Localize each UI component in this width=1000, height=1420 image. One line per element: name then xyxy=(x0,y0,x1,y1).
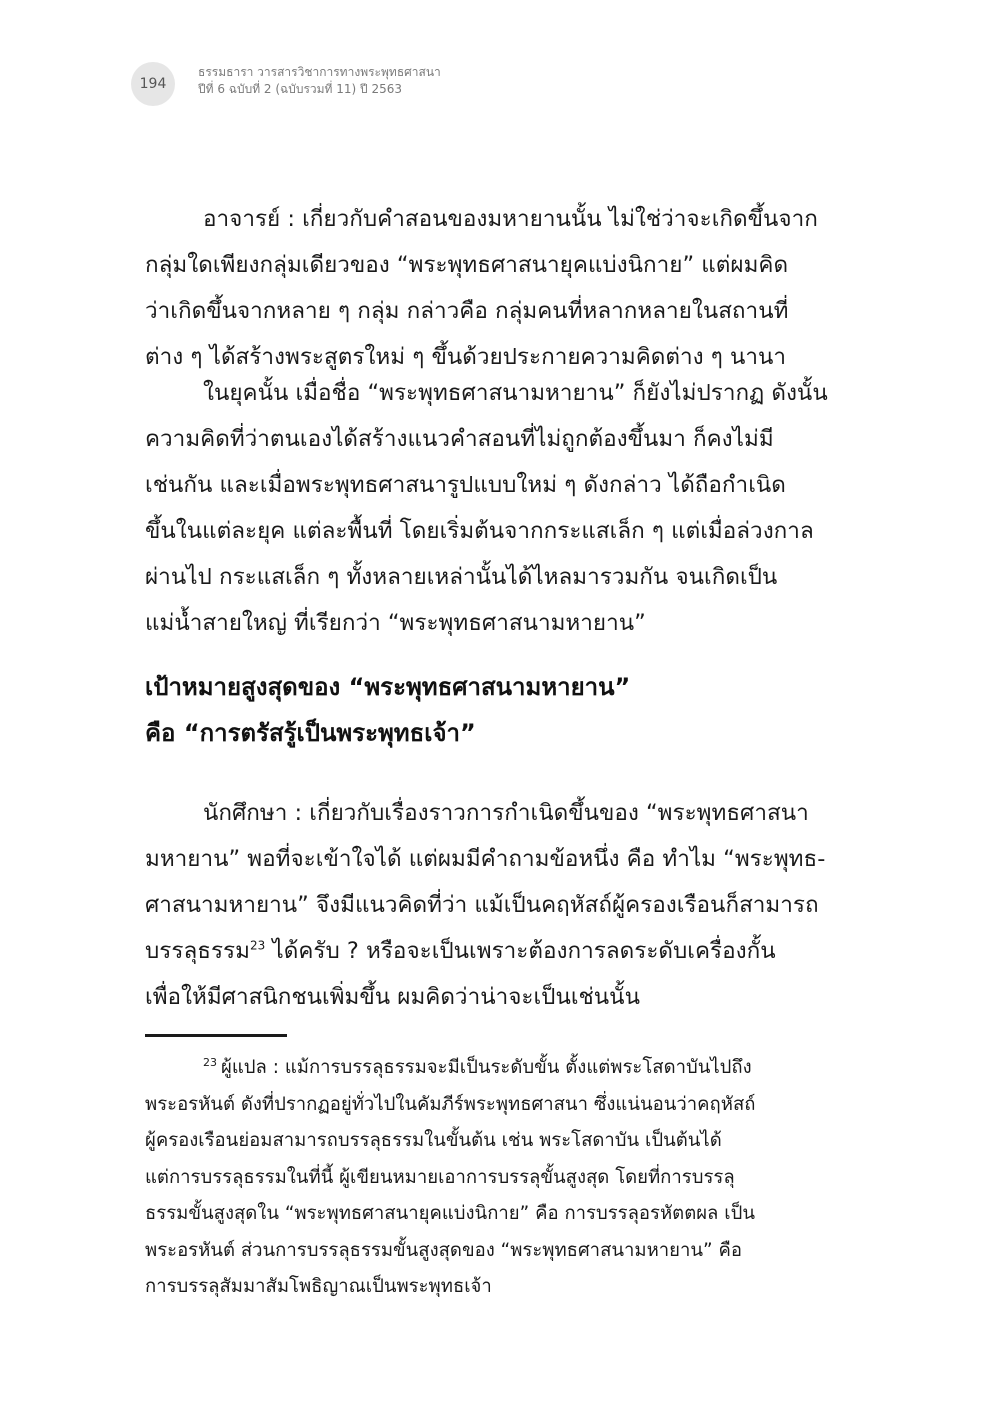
text-segment: บรรลุธรรม xyxy=(145,938,250,964)
footnote-line: แต่การบรรลุธรรมในที่นี้ ผู้เขียนหมายเอาการบรรลุขั้นสูงสุด โดยที่การบรรลุ xyxy=(145,1166,735,1188)
paragraph-line: ว่าเกิดขึ้นจากหลาย ๆ กลุ่ม กล่าวคือ กลุ่มคนที่หลากหลายในสถานที่ xyxy=(145,298,789,324)
page-number: 194 xyxy=(131,62,175,106)
footnote-number: 23 xyxy=(203,1055,217,1069)
text-segment: ได้ครับ ? หรือจะเป็นเพราะต้องการลดระดับเครื่องกั้น xyxy=(265,938,776,964)
paragraph-line: ต่าง ๆ ได้สร้างพระสูตรใหม่ ๆ ขึ้นด้วยประกายความคิดต่าง ๆ นานา xyxy=(145,344,787,370)
section-heading xyxy=(145,664,835,756)
heading-line: คือ “การตรัสรู้เป็นพระพุทธเจ้า” xyxy=(145,719,476,747)
paragraph-teacher-answer xyxy=(145,196,835,380)
paragraph-line: แม่น้ำสายใหญ่ ที่เรียกว่า “พระพุทธศาสนามหายาน” xyxy=(145,610,646,636)
footnote-text: ผู้แปล : แม้การบรรลุธรรมจะมีเป็นระดับขั้น ตั้งแต่พระโสดาบันไปถึง xyxy=(221,1057,752,1078)
paragraph-line: ผ่านไป กระแสเล็ก ๆ ทั้งหลายเหล่านั้นได้ไหลมารวมกัน จนเกิดเป็น xyxy=(145,564,778,590)
running-header xyxy=(198,64,441,98)
paragraph-line: เพื่อให้มีศาสนิกชนเพิ่มขึ้น ผมคิดว่าน่าจะเป็นเช่นนั้น xyxy=(145,984,640,1010)
footnote-line: ธรรมขั้นสูงสุดใน “พระพุทธศาสนายุคแบ่งนิกาย” คือ การบรรลุอรหัตตผล เป็น xyxy=(145,1203,755,1224)
paragraph-line: นักศึกษา : เกี่ยวกับเรื่องราวการกำเนิดขึ้นของ “พระพุทธศาสนา xyxy=(203,800,809,826)
paragraph-line: เช่นกัน และเมื่อพระพุทธศาสนารูปแบบใหม่ ๆ ดังกล่าว ได้ถือกำเนิด xyxy=(145,472,786,498)
footnote-line: พระอรหันต์ ส่วนการบรรลุธรรมขั้นสูงสุดของ “พระพุทธศาสนามหายาน” คือ xyxy=(145,1239,743,1261)
paragraph-mahayana-origin xyxy=(145,370,835,646)
paragraph-line: ขึ้นในแต่ละยุค แต่ละพื้นที่ โดยเริ่มต้นจากกระแสเล็ก ๆ แต่เมื่อล่วงกาล xyxy=(145,518,814,544)
journal-title: ธรรมธารา วารสารวิชาการทางพระพุทธศาสนา xyxy=(198,65,441,79)
footnote-divider xyxy=(145,1034,287,1037)
footnote-line: พระอรหันต์ ดังที่ปรากฏอยู่ทั่วไปในคัมภีร์พระพุทธศาสนา ซึ่งแน่นอนว่าคฤหัสถ์ xyxy=(145,1093,756,1115)
footnote-line: การบรรลุสัมมาสัมโพธิญาณเป็นพระพุทธเจ้า xyxy=(145,1276,492,1297)
issue-info: ปีที่ 6 ฉบับที่ 2 (ฉบับรวมที่ 11) ปี 2563 xyxy=(198,82,403,96)
footnote-line: ผู้ครองเรือนย่อมสามารถบรรลุธรรมในขั้นต้น เช่น พระโสดาบัน เป็นต้นได้ xyxy=(145,1130,722,1151)
paragraph-line: อาจารย์ : เกี่ยวกับคำสอนของมหายานนั้น ไม่ใช่ว่าจะเกิดขึ้นจาก xyxy=(203,206,818,232)
paragraph-line: มหายาน” พอที่จะเข้าใจได้ แต่ผมมีคำถามข้อหนึ่ง คือ ทำไม “พระพุทธ- xyxy=(145,846,826,872)
footnote-first-line xyxy=(145,1050,835,1087)
paragraph-line: ศาสนามหายาน” จึงมีแนวคิดที่ว่า แม้เป็นคฤหัสถ์ผู้ครองเรือนก็สามารถ xyxy=(145,892,819,918)
paragraph-line: ความคิดที่ว่าตนเองได้สร้างแนวคำสอนที่ไม่ถูกต้องขึ้นมา ก็คงไม่มี xyxy=(145,426,774,452)
footnote xyxy=(145,1050,835,1306)
paragraph-line: ในยุคนั้น เมื่อชื่อ “พระพุทธศาสนามหายาน” ก็ยังไม่ปรากฏ ดังนั้น xyxy=(203,380,828,406)
footnote-reference[interactable]: 23 xyxy=(249,938,266,953)
heading-line: เป้าหมายสูงสุดของ “พระพุทธศาสนามหายาน” xyxy=(145,673,631,701)
paragraph-line-with-reference xyxy=(145,928,835,974)
paragraph-line: กลุ่มใดเพียงกลุ่มเดียวของ “พระพุทธศาสนายุคแบ่งนิกาย” แต่ผมคิด xyxy=(145,252,789,278)
paragraph-student-question xyxy=(145,790,835,1020)
